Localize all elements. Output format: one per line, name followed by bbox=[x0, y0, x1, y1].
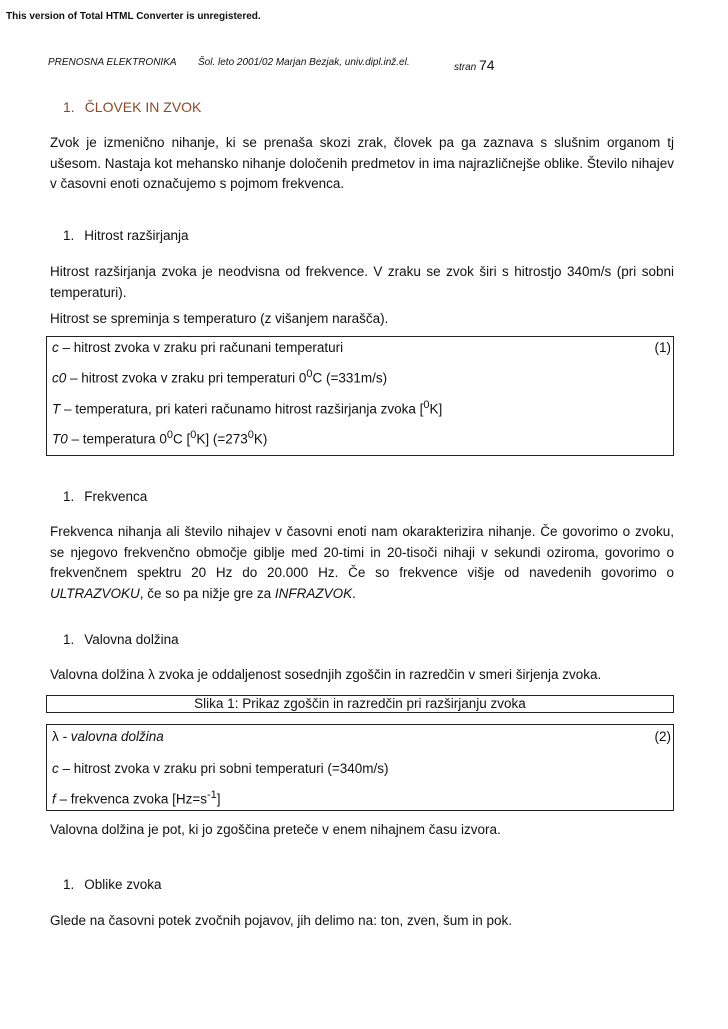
sup-degree: 0 bbox=[423, 399, 430, 411]
section-heading-4 bbox=[63, 632, 179, 647]
section-title: Hitrost razširjanja bbox=[84, 228, 189, 243]
symbol-c: c bbox=[52, 761, 59, 776]
sup-exponent: -1 bbox=[206, 789, 217, 801]
page-number: 74 bbox=[479, 57, 495, 73]
section-heading-2 bbox=[63, 228, 189, 243]
formula-row-c bbox=[52, 761, 673, 776]
section-number: 1. bbox=[63, 877, 75, 892]
text-c0-rest: C (=331m/s) bbox=[312, 370, 388, 386]
text-c0: – hitrost zvoka v zraku pri temperaturi 0 bbox=[66, 370, 307, 386]
text-t0-end: K) bbox=[253, 431, 268, 447]
section-title: ČLOVEK IN ZVOK bbox=[84, 99, 202, 115]
equation-number: (2) bbox=[654, 729, 671, 744]
formula-row-lambda bbox=[52, 729, 673, 744]
section-heading-3 bbox=[63, 489, 147, 504]
symbol-c: c bbox=[52, 340, 59, 355]
text-f: – frekvenca zvoka [Hz=s bbox=[55, 791, 207, 807]
formula-box-1 bbox=[46, 336, 674, 456]
unregistered-banner: This version of Total HTML Converter is unregistered. bbox=[6, 11, 261, 22]
lambda-symbol: λ bbox=[148, 667, 155, 682]
formula-row-t0 bbox=[52, 429, 673, 447]
symbol-t0: T0 bbox=[52, 431, 68, 447]
paragraph-speed-temp: Hitrost se spreminja s temperaturo (z višanjem narašča). bbox=[50, 311, 389, 326]
sup-degree: 0 bbox=[306, 368, 313, 380]
figure-caption: Slika 1: Prikaz zgoščin in razredčin pri razširjanju zvoka bbox=[194, 696, 526, 711]
formula-box-2 bbox=[46, 724, 674, 811]
paragraph-sound-forms: Glede na časovni potek zvočnih pojavov, jih delimo na: ton, zven, šum in pok. bbox=[50, 913, 513, 928]
paragraph-wavelength-definition: Valovna dolžina je pot, ki jo zgoščina preteče v enem nihajnem času izvora. bbox=[50, 822, 501, 837]
wavelength-text: Valovna dolžina bbox=[50, 667, 149, 682]
section-number: 1. bbox=[63, 489, 75, 504]
section-number: 1. bbox=[63, 632, 75, 647]
symbol-lambda: λ bbox=[52, 729, 59, 744]
text-lambda: - valovna dolžina bbox=[58, 729, 164, 744]
formula-row-c bbox=[52, 340, 673, 355]
section-title: Frekvenca bbox=[84, 489, 148, 504]
section-heading-1 bbox=[63, 99, 201, 115]
formula-row-t bbox=[52, 399, 673, 417]
symbol-f: f bbox=[52, 791, 56, 807]
formula-row-f bbox=[52, 789, 673, 807]
sup-degree: 0 bbox=[166, 429, 173, 441]
text-t0: – temperatura 0 bbox=[67, 431, 167, 447]
section-heading-5 bbox=[63, 877, 162, 892]
figure-caption-box bbox=[46, 695, 674, 713]
frequency-text: Frekvenca nihanja ali število nihajev v časovni enoti nam okarakterizira nihanje. Če govorimo o zvoku, se njegovo frekvenčno območje giblje med 20-timi in 20-tisoči nihaji v sekundi oziroma, govorimo o frekvenčnem spektru 20 Hz do 20.000 Hz. Če so frekvence višje od navedenih govorimo o bbox=[50, 524, 674, 580]
term-ultrasound: ULTRAZVOKU bbox=[50, 585, 140, 601]
frequency-text-end: . bbox=[352, 585, 356, 601]
sup-degree: 0 bbox=[247, 429, 254, 441]
text-c: – hitrost zvoka v zraku pri sobni temperaturi (=340m/s) bbox=[58, 761, 389, 776]
paragraph-wavelength bbox=[50, 665, 674, 686]
header-page bbox=[454, 57, 495, 73]
text-t0-mid: C [ bbox=[172, 431, 191, 447]
paragraph-frequency bbox=[50, 522, 674, 604]
wavelength-text-2: zvoka je oddaljenost sosednjih zgoščin in razredčin v smeri širjenja zvoka. bbox=[154, 667, 602, 682]
formula-row-c0 bbox=[52, 368, 673, 386]
symbol-c0: c0 bbox=[52, 370, 67, 386]
section-number: 1. bbox=[63, 228, 75, 243]
text-t-rest: K] bbox=[429, 401, 443, 417]
header-course: PRENOSNA ELEKTRONIKA bbox=[48, 57, 177, 68]
frequency-text-2: , če so pa nižje gre za bbox=[139, 585, 275, 601]
text-c: – hitrost zvoka v zraku pri računani temperaturi bbox=[58, 340, 344, 355]
paragraph-speed: Hitrost razširjanja zvoka je neodvisna od frekvence. V zraku se zvok širi s hitrostjo 340m/s (pri sobni temperaturi). bbox=[50, 264, 674, 300]
text-t: – temperatura, pri kateri računamo hitrost razširjanja zvoka [ bbox=[60, 401, 424, 417]
text-f-end: ] bbox=[216, 791, 221, 807]
section-number: 1. bbox=[63, 99, 75, 115]
equation-number: (1) bbox=[654, 340, 671, 355]
page-label: stran bbox=[454, 62, 477, 73]
paragraph-intro: Zvok je izmenično nihanje, ki se prenaša skozi zrak, človek pa ga zaznava s slušnim organom tj ušesom. Nastaja kot mehansko nihanje določenih predmetov in ima najrazličnejše oblike. Število nihajev v časovni enoti označujemo s pojmom frekvenca. bbox=[50, 135, 674, 191]
term-infrasound: INFRAZVOK bbox=[274, 585, 353, 601]
section-title: Oblike zvoka bbox=[84, 877, 162, 892]
symbol-t: T bbox=[52, 401, 61, 417]
text-t0-mid2: K] (=273 bbox=[196, 431, 248, 447]
section-title: Valovna dolžina bbox=[84, 632, 179, 647]
header-author: Šol. leto 2001/02 Marjan Bezjak, univ.dipl.inž.el. bbox=[198, 57, 410, 68]
sup-degree: 0 bbox=[190, 429, 197, 441]
